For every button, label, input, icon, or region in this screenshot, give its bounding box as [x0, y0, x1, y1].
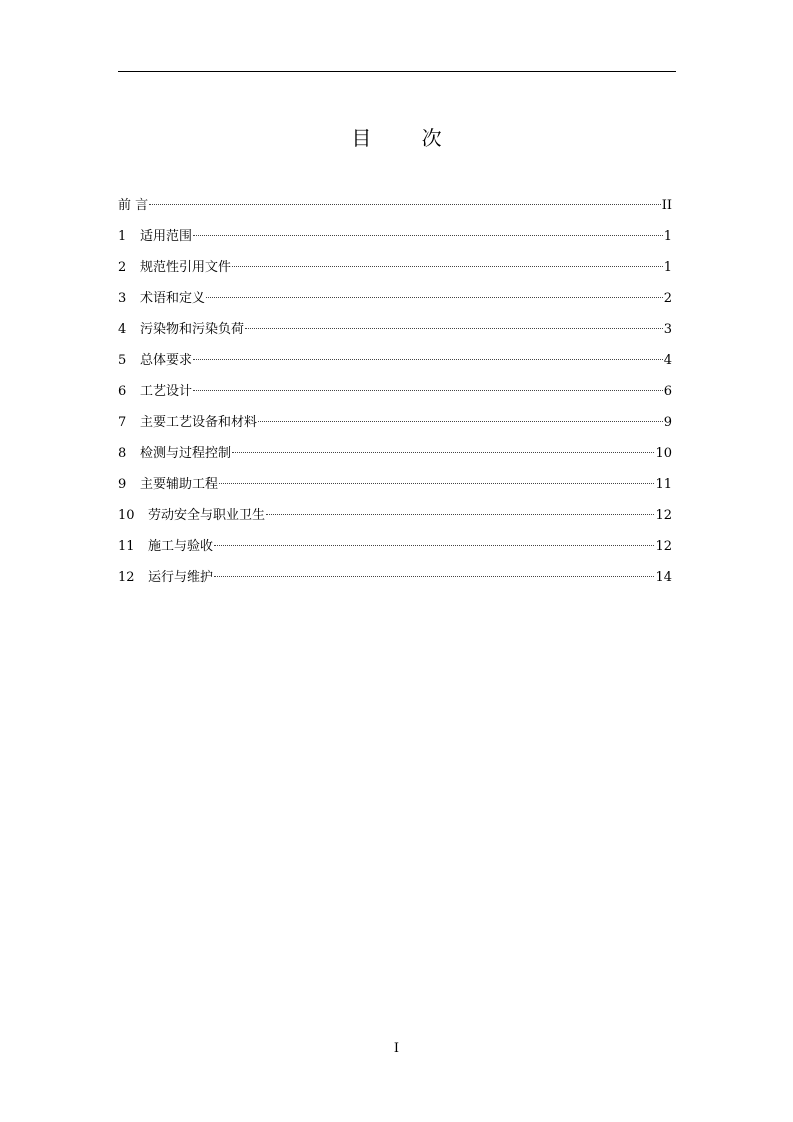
toc-entry-number: 9	[118, 477, 127, 492]
table-of-contents	[118, 194, 672, 597]
toc-dot-leader	[193, 359, 663, 360]
toc-entry[interactable]	[118, 473, 672, 504]
toc-dot-leader	[245, 328, 663, 329]
toc-entry-label: 施工与验收	[148, 539, 214, 554]
toc-entry-label: 劳动安全与职业卫生	[148, 508, 266, 523]
toc-entry-label: 前 言	[118, 198, 149, 213]
toc-entry-page: 1	[663, 260, 672, 275]
toc-entry-number: 5	[118, 353, 127, 368]
page-title: 目 次	[351, 126, 464, 150]
toc-entry-page: II	[661, 198, 672, 213]
toc-entry[interactable]	[118, 256, 672, 287]
toc-entry-number: 11	[118, 539, 135, 554]
toc-entry[interactable]	[118, 349, 672, 380]
toc-entry-number: 7	[118, 415, 127, 430]
toc-dot-leader	[258, 421, 663, 422]
toc-dot-leader	[232, 266, 663, 267]
toc-entry-page: 3	[663, 322, 672, 337]
toc-entry-page: 9	[663, 415, 672, 430]
toc-entry-label: 运行与维护	[148, 570, 214, 585]
header-rule	[118, 71, 676, 72]
toc-dot-leader	[193, 235, 663, 236]
toc-entry[interactable]	[118, 380, 672, 411]
toc-entry-number: 8	[118, 446, 127, 461]
toc-entry-preface[interactable]	[118, 194, 672, 225]
toc-entry[interactable]	[118, 318, 672, 349]
toc-entry-label: 检测与过程控制	[140, 446, 232, 461]
toc-entry-page: 6	[663, 384, 672, 399]
toc-entry[interactable]	[118, 442, 672, 473]
toc-entry-page: 10	[655, 446, 672, 461]
toc-entry[interactable]	[118, 535, 672, 566]
toc-entry-number: 6	[118, 384, 127, 399]
toc-entry-label: 规范性引用文件	[140, 260, 232, 275]
toc-entry-label: 适用范围	[140, 229, 193, 244]
toc-entry-label: 主要工艺设备和材料	[140, 415, 258, 430]
toc-dot-leader	[193, 390, 663, 391]
toc-entry-number: 4	[118, 322, 127, 337]
toc-entry-number: 12	[118, 570, 135, 585]
toc-entry-number: 2	[118, 260, 127, 275]
toc-entry-page: 12	[655, 539, 672, 554]
toc-entry[interactable]	[118, 566, 672, 597]
toc-entry-page: 2	[663, 291, 672, 306]
toc-entry-label: 工艺设计	[140, 384, 193, 399]
toc-entry-page: 1	[663, 229, 672, 244]
toc-entry-page: 11	[655, 477, 672, 492]
toc-entry-page: 14	[655, 570, 672, 585]
toc-entry-label: 主要辅助工程	[140, 477, 219, 492]
toc-entry-page: 4	[663, 353, 672, 368]
toc-entry-label: 术语和定义	[140, 291, 206, 306]
footer-page-number: I	[393, 1041, 400, 1056]
toc-entry-label: 污染物和污染负荷	[140, 322, 245, 337]
toc-entry-number: 3	[118, 291, 127, 306]
toc-dot-leader	[214, 545, 654, 546]
toc-entry[interactable]	[118, 504, 672, 535]
toc-dot-leader	[219, 483, 654, 484]
toc-entry[interactable]	[118, 411, 672, 442]
toc-dot-leader	[214, 576, 654, 577]
toc-entry[interactable]	[118, 225, 672, 256]
toc-entry[interactable]	[118, 287, 672, 318]
toc-entry-number: 10	[118, 508, 135, 523]
toc-dot-leader	[149, 204, 661, 205]
toc-entry-label: 总体要求	[140, 353, 193, 368]
toc-entry-number: 1	[118, 229, 127, 244]
toc-entry-page: 12	[655, 508, 672, 523]
toc-dot-leader	[206, 297, 663, 298]
toc-dot-leader	[232, 452, 654, 453]
toc-dot-leader	[266, 514, 654, 515]
